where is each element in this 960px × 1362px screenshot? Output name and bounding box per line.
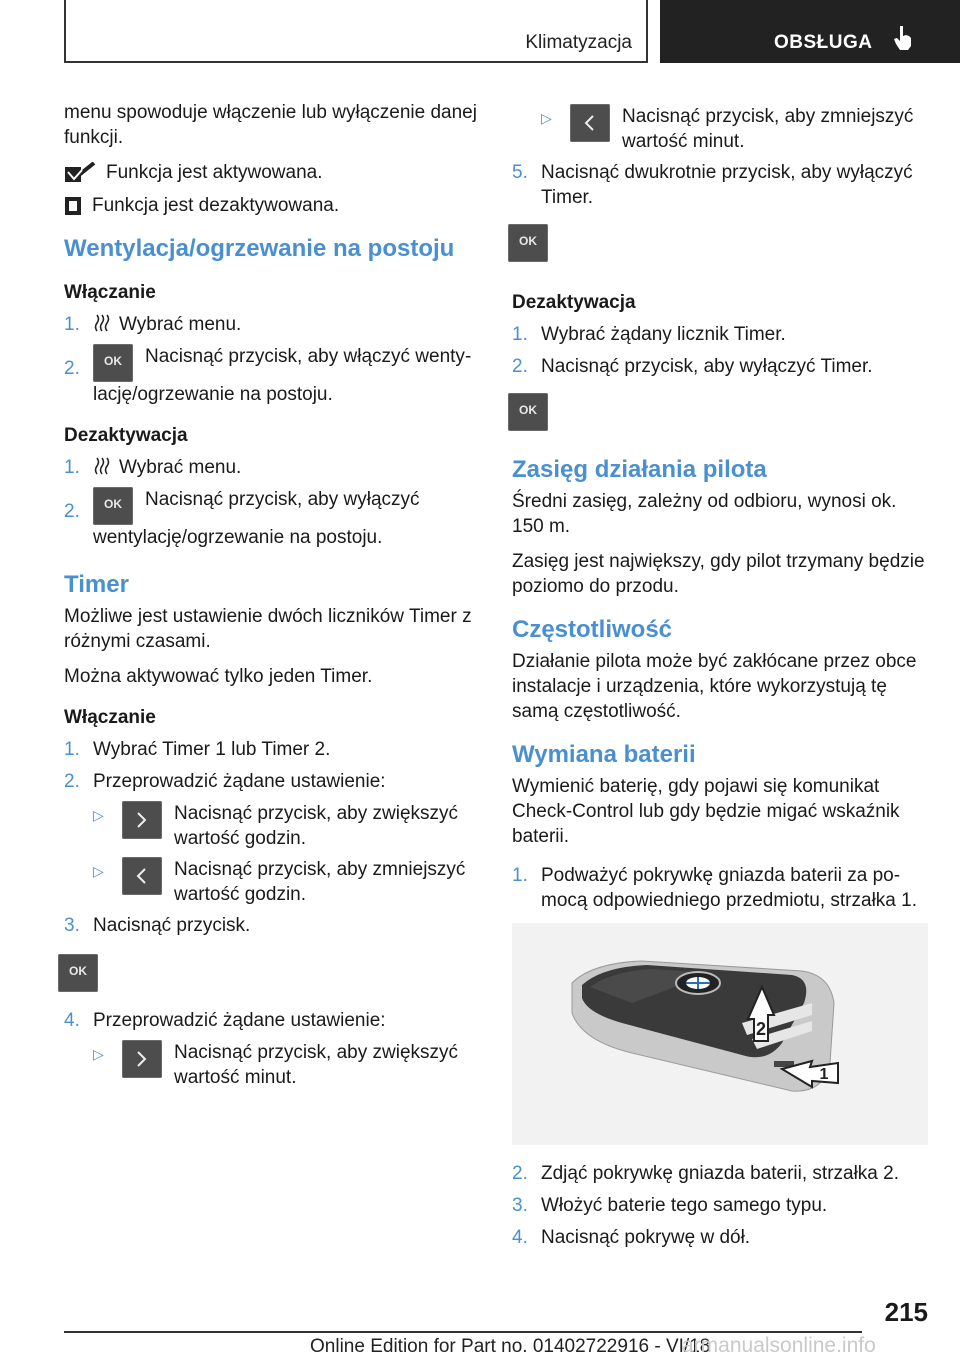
vent-off-step-1 xyxy=(64,455,480,480)
vent-on-step-1 xyxy=(64,312,480,337)
header-chapter-box xyxy=(660,0,960,63)
timer-sub-hours-plus-text: Nacisnąć przycisk, aby zwiększyć wartość godzin. xyxy=(174,803,459,849)
active-legend-text: Funkcja jest aktywowana. xyxy=(106,162,323,183)
vent-on-step-2-text: Nacisnąć przycisk, aby włączyć wentylację/ogrzewanie na postoju. xyxy=(93,346,472,405)
deact-step-1 xyxy=(512,322,928,347)
timer-step-4-text: Przeprowadzić żądane ustawienie: xyxy=(93,1010,386,1031)
deact-heading: Dezaktywacja xyxy=(512,292,636,313)
active-legend xyxy=(64,160,480,185)
ok-button-icon xyxy=(93,487,133,525)
battery-step-4 xyxy=(512,1225,928,1250)
checkbox-checked-icon xyxy=(64,162,96,184)
range-heading: Zasięg działania pilota xyxy=(512,456,767,483)
sub-bullet-icon: ▷ xyxy=(93,807,104,823)
deact-step-1-text: Wybrać żądany licznik Timer. xyxy=(541,324,786,345)
step-number: 2. xyxy=(64,501,80,522)
ok-button-icon xyxy=(508,393,548,431)
timer-sub-hours-minus xyxy=(93,857,480,907)
step-number: 5. xyxy=(512,162,528,183)
step-number: 2. xyxy=(64,771,80,792)
ok-button-icon xyxy=(93,344,133,382)
vent-on-step-2 xyxy=(64,344,480,407)
right-column xyxy=(512,104,928,1257)
timer-heading: Timer xyxy=(64,571,129,598)
timer-step-4 xyxy=(64,1008,480,1033)
arrow-1-label: 1 xyxy=(819,1066,829,1083)
arrow-right-button-icon xyxy=(122,1040,162,1078)
step-number: 3. xyxy=(512,1195,528,1216)
vent-on-step-1-text: Wybrać menu. xyxy=(119,314,242,335)
timer-sub-minutes-plus xyxy=(93,1040,480,1090)
timer-paragraph-2: Można aktywować tylko jeden Timer. xyxy=(64,666,373,687)
sub-bullet-icon: ▷ xyxy=(541,110,552,126)
arrow-right-button-icon xyxy=(122,801,162,839)
step-number: 3. xyxy=(64,915,80,936)
timer-sub-minutes-minus xyxy=(541,104,928,154)
timer-sub-minutes-plus-text: Nacisnąć przycisk, aby zwiększyć wartość minut. xyxy=(174,1042,459,1088)
pointing-hand-icon xyxy=(892,24,914,52)
ok-button-icon xyxy=(508,224,548,262)
sub-bullet-icon: ▷ xyxy=(93,863,104,879)
intro-text: menu spowoduje włączenie lub wyłączenie danej funkcji. xyxy=(64,102,477,148)
timer-sub-hours-plus xyxy=(93,801,480,851)
timer-sub-minutes-minus-text: Nacisnąć przycisk, aby zmniejszyć wartość minut. xyxy=(622,106,914,152)
frequency-heading: Częstotliwość xyxy=(512,616,673,643)
edition-text: Online Edition for Part no. 01402722916 - VI/18 xyxy=(310,1336,711,1357)
step-number: 2. xyxy=(512,1163,528,1184)
battery-step-1 xyxy=(512,863,928,913)
vent-on-heading: Włączanie xyxy=(64,282,156,303)
battery-step-1-text: Podważyć pokrywkę gniazda baterii za pomocą odpowiedniego przedmiotu, strzałka 1. xyxy=(541,865,917,911)
header-section-title: Klimatyzacja xyxy=(525,32,632,53)
vent-off-heading: Dezaktywacja xyxy=(64,425,188,446)
timer-on-heading: Włączanie xyxy=(64,707,156,728)
battery-step-2 xyxy=(512,1161,928,1186)
watermark: armanualsonline.info xyxy=(682,1334,876,1357)
header-chapter-title: OBSŁUGA xyxy=(774,32,873,53)
sub-bullet-icon: ▷ xyxy=(93,1046,104,1062)
range-paragraph-2: Zasięg jest największy, gdy pilot trzymany będzie poziomo do przodu. xyxy=(512,551,925,597)
vent-off-step-2 xyxy=(64,487,480,550)
step-number: 4. xyxy=(64,1010,80,1031)
battery-heading: Wymiana baterii xyxy=(512,741,696,768)
ok-button-icon xyxy=(58,954,98,992)
timer-step-5 xyxy=(512,160,928,210)
step-number: 2. xyxy=(512,356,528,377)
heat-waves-icon xyxy=(93,313,111,333)
timer-step-1-text: Wybrać Timer 1 lub Timer 2. xyxy=(93,739,331,760)
inactive-legend xyxy=(64,193,480,218)
timer-step-3 xyxy=(64,913,480,938)
heat-waves-icon xyxy=(93,456,111,476)
battery-step-3-text: Włożyć baterie tego samego typu. xyxy=(541,1195,828,1216)
checkbox-empty-icon xyxy=(64,196,82,216)
step-number: 1. xyxy=(64,457,80,478)
step-number: 1. xyxy=(64,739,80,760)
inactive-legend-text: Funkcja jest dezaktywowana. xyxy=(92,195,340,216)
battery-paragraph: Wymienić baterię, gdy pojawi się komunikat Check-Control lub gdy będzie migać wskaźnik baterii. xyxy=(512,776,900,847)
battery-step-3 xyxy=(512,1193,928,1218)
timer-step-1 xyxy=(64,737,480,762)
step-number: 2. xyxy=(64,358,80,379)
header-section-box xyxy=(64,0,648,63)
left-column xyxy=(64,100,480,1096)
deact-step-2 xyxy=(512,354,928,379)
timer-paragraph-1: Możliwe jest ustawienie dwóch liczników Timer z różnymi czasami. xyxy=(64,606,472,652)
battery-step-2-text: Zdjąć pokrywkę gniazda baterii, strzałka 2. xyxy=(541,1163,899,1184)
range-paragraph-1: Średni zasięg, zależny od odbioru, wynosi ok. 150 m. xyxy=(512,491,897,537)
timer-step-2-text: Przeprowadzić żądane ustawienie: xyxy=(93,771,386,792)
arrow-2-label: 2 xyxy=(755,1019,767,1039)
frequency-paragraph: Działanie pilota może być zakłócane przez obce instalacje i urządzenia, które wykorzystują tę samą częstotliwość. xyxy=(512,651,917,722)
arrow-left-button-icon xyxy=(122,857,162,895)
timer-sub-hours-minus-text: Nacisnąć przycisk, aby zmniejszyć wartość godzin. xyxy=(174,859,466,905)
step-number: 4. xyxy=(512,1227,528,1248)
vent-off-step-1-text: Wybrać menu. xyxy=(119,457,242,478)
step-number: 1. xyxy=(64,314,80,335)
battery-step-4-text: Nacisnąć pokrywę w dół. xyxy=(541,1227,751,1248)
page-number: 215 xyxy=(884,1297,928,1327)
step-number: 1. xyxy=(512,865,528,886)
step-number: 1. xyxy=(512,324,528,345)
timer-step-5-text: Nacisnąć dwukrotnie przycisk, aby wyłączyć Timer. xyxy=(541,162,913,208)
arrow-left-button-icon xyxy=(570,104,610,142)
car-key-drawing xyxy=(512,923,928,1145)
vent-off-step-2-text: Nacisnąć przycisk, aby wyłączyć wentylację/ogrzewanie na postoju. xyxy=(93,489,420,548)
car-key-illustration xyxy=(512,923,928,1145)
timer-step-2 xyxy=(64,769,480,794)
timer-step-3-text: Nacisnąć przycisk. xyxy=(93,915,251,936)
vent-heading: Wentylacja/ogrzewanie na postoju xyxy=(64,235,455,262)
deact-step-2-text: Nacisnąć przycisk, aby wyłączyć Timer. xyxy=(541,356,873,377)
